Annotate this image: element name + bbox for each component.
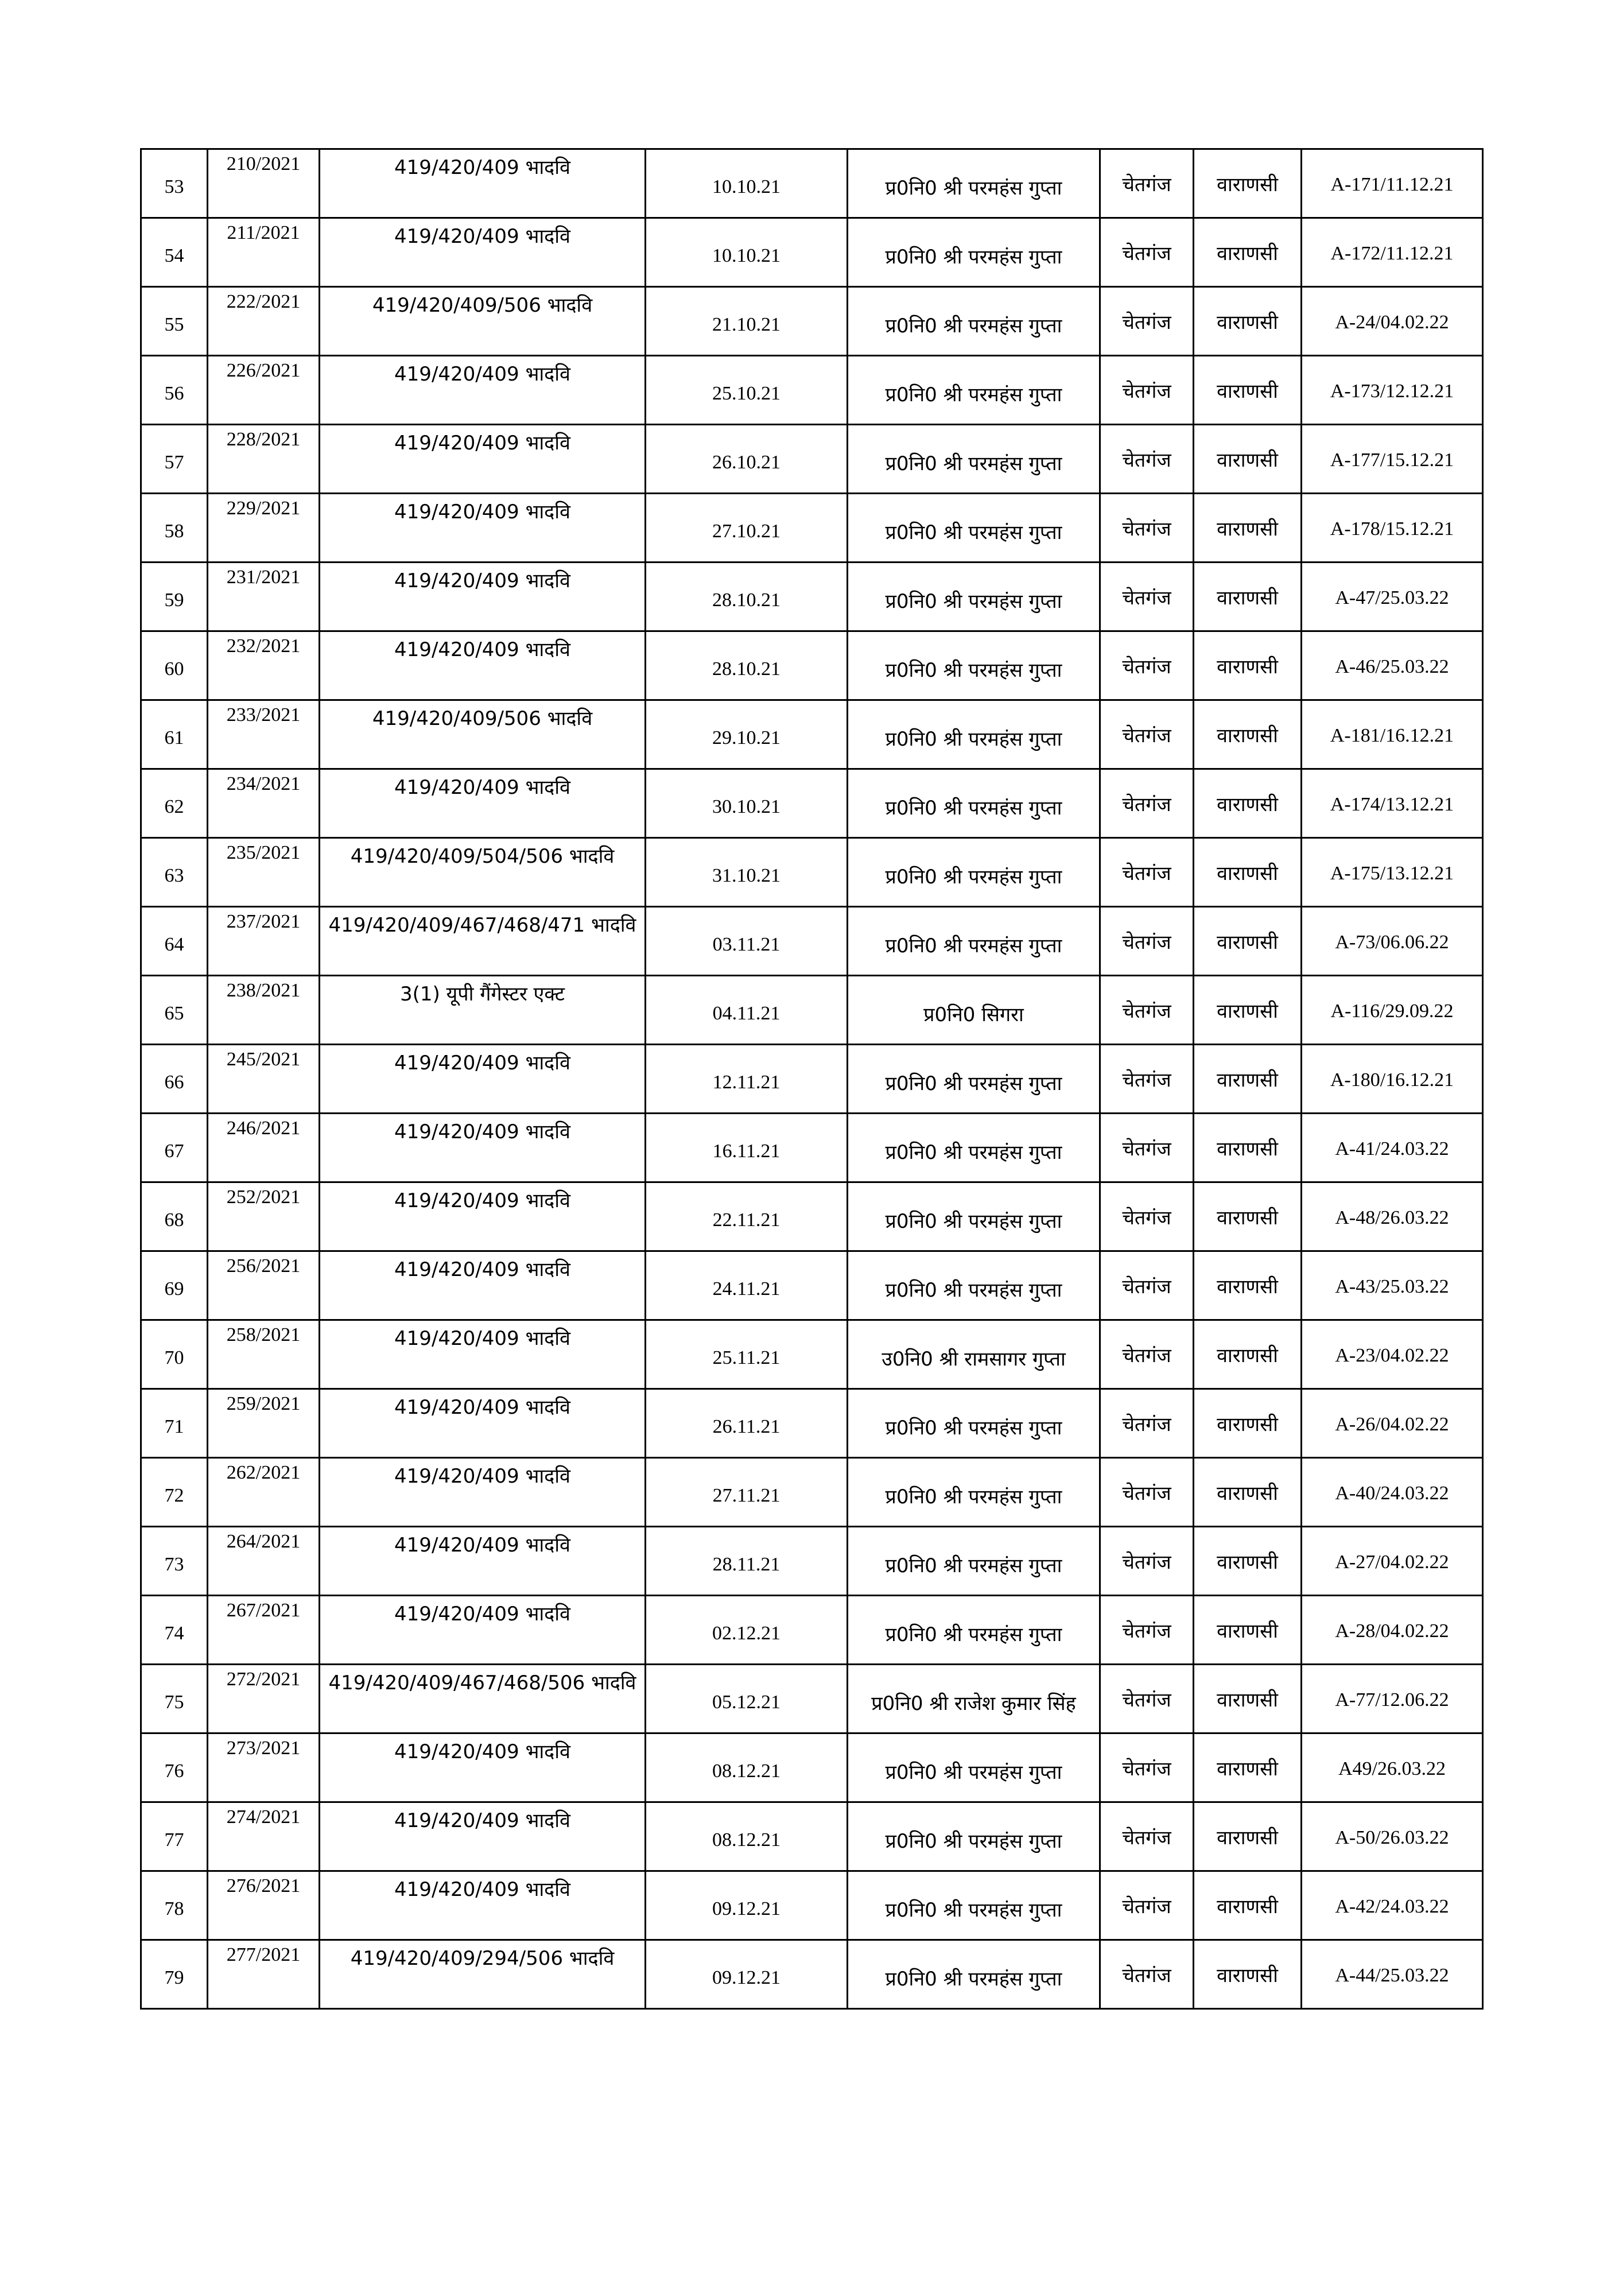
- reference-cell: A-175/13.12.21: [1302, 838, 1483, 907]
- date-cell: 08.12.21: [646, 1802, 848, 1871]
- table-row: [141, 1871, 1483, 1940]
- table-row: [141, 700, 1483, 769]
- table-row: [141, 149, 1483, 218]
- sections-cell: 419/420/409 भादवि: [320, 1320, 646, 1389]
- case-number-cell: 256/2021: [208, 1251, 320, 1320]
- case-number-cell: 235/2021: [208, 838, 320, 907]
- police-station-cell: चेतगंज: [1100, 218, 1194, 287]
- case-number-cell: 272/2021: [208, 1665, 320, 1733]
- table-row: [141, 769, 1483, 838]
- officer-cell: प्र0नि0 श्री परमहंस गुप्ता: [848, 1596, 1100, 1665]
- date-cell: 29.10.21: [646, 700, 848, 769]
- serial-number-cell: 71: [141, 1389, 208, 1458]
- officer-cell: प्र0नि0 श्री परमहंस गुप्ता: [848, 1114, 1100, 1182]
- serial-number-cell: 65: [141, 976, 208, 1045]
- officer-cell: प्र0नि0 श्री परमहंस गुप्ता: [848, 1251, 1100, 1320]
- reference-cell: A-26/04.02.22: [1302, 1389, 1483, 1458]
- police-station-cell: चेतगंज: [1100, 1940, 1194, 2009]
- district-cell: वाराणसी: [1194, 1733, 1302, 1802]
- serial-number-cell: 76: [141, 1733, 208, 1802]
- district-cell: वाराणसी: [1194, 1802, 1302, 1871]
- sections-cell: 419/420/409 भादवि: [320, 631, 646, 700]
- date-cell: 22.11.21: [646, 1182, 848, 1251]
- date-cell: 05.12.21: [646, 1665, 848, 1733]
- sections-cell: 419/420/409 भादवि: [320, 769, 646, 838]
- district-cell: वाराणसी: [1194, 907, 1302, 976]
- date-cell: 21.10.21: [646, 287, 848, 356]
- case-number-cell: 237/2021: [208, 907, 320, 976]
- date-cell: 26.10.21: [646, 425, 848, 494]
- date-cell: 28.11.21: [646, 1527, 848, 1596]
- date-cell: 09.12.21: [646, 1940, 848, 2009]
- sections-cell: 419/420/409 भादवि: [320, 1802, 646, 1871]
- reference-cell: A-174/13.12.21: [1302, 769, 1483, 838]
- officer-cell: प्र0नि0 श्री परमहंस गुप्ता: [848, 218, 1100, 287]
- sections-cell: 419/420/409 भादवि: [320, 1527, 646, 1596]
- case-number-cell: 277/2021: [208, 1940, 320, 2009]
- sections-cell: 419/420/409 भादवि: [320, 1733, 646, 1802]
- district-cell: वाराणसी: [1194, 631, 1302, 700]
- date-cell: 30.10.21: [646, 769, 848, 838]
- table-row: [141, 1733, 1483, 1802]
- table-row: [141, 1045, 1483, 1114]
- serial-number-cell: 67: [141, 1114, 208, 1182]
- district-cell: वाराणसी: [1194, 1596, 1302, 1665]
- police-station-cell: चेतगंज: [1100, 425, 1194, 494]
- reference-cell: A-172/11.12.21: [1302, 218, 1483, 287]
- police-station-cell: चेतगंज: [1100, 563, 1194, 631]
- reference-cell: A-173/12.12.21: [1302, 356, 1483, 425]
- date-cell: 28.10.21: [646, 631, 848, 700]
- date-cell: 25.11.21: [646, 1320, 848, 1389]
- serial-number-cell: 69: [141, 1251, 208, 1320]
- date-cell: 10.10.21: [646, 218, 848, 287]
- case-number-cell: 262/2021: [208, 1458, 320, 1527]
- police-station-cell: चेतगंज: [1100, 700, 1194, 769]
- case-number-cell: 233/2021: [208, 700, 320, 769]
- officer-cell: प्र0नि0 श्री परमहंस गुप्ता: [848, 1871, 1100, 1940]
- table-row: [141, 907, 1483, 976]
- serial-number-cell: 57: [141, 425, 208, 494]
- reference-cell: A-47/25.03.22: [1302, 563, 1483, 631]
- serial-number-cell: 72: [141, 1458, 208, 1527]
- district-cell: वाराणसी: [1194, 1389, 1302, 1458]
- police-station-cell: चेतगंज: [1100, 356, 1194, 425]
- district-cell: वाराणसी: [1194, 1320, 1302, 1389]
- serial-number-cell: 63: [141, 838, 208, 907]
- table-row: [141, 976, 1483, 1045]
- case-number-cell: 259/2021: [208, 1389, 320, 1458]
- officer-cell: प्र0नि0 श्री परमहंस गुप्ता: [848, 287, 1100, 356]
- date-cell: 03.11.21: [646, 907, 848, 976]
- serial-number-cell: 61: [141, 700, 208, 769]
- sections-cell: 419/420/409 भादवि: [320, 425, 646, 494]
- police-station-cell: चेतगंज: [1100, 287, 1194, 356]
- reference-cell: A-28/04.02.22: [1302, 1596, 1483, 1665]
- district-cell: वाराणसी: [1194, 425, 1302, 494]
- serial-number-cell: 53: [141, 149, 208, 218]
- reference-cell: A-43/25.03.22: [1302, 1251, 1483, 1320]
- serial-number-cell: 74: [141, 1596, 208, 1665]
- officer-cell: प्र0नि0 श्री परमहंस गुप्ता: [848, 149, 1100, 218]
- officer-cell: प्र0नि0 श्री परमहंस गुप्ता: [848, 1733, 1100, 1802]
- table-row: [141, 1940, 1483, 2009]
- officer-cell: प्र0नि0 श्री परमहंस गुप्ता: [848, 563, 1100, 631]
- sections-cell: 419/420/409 भादवि: [320, 356, 646, 425]
- police-station-cell: चेतगंज: [1100, 149, 1194, 218]
- police-station-cell: चेतगंज: [1100, 907, 1194, 976]
- serial-number-cell: 58: [141, 494, 208, 563]
- case-number-cell: 245/2021: [208, 1045, 320, 1114]
- table-row: [141, 563, 1483, 631]
- district-cell: वाराणसी: [1194, 494, 1302, 563]
- sections-cell: 419/420/409 भादवि: [320, 1114, 646, 1182]
- case-number-cell: 222/2021: [208, 287, 320, 356]
- officer-cell: प्र0नि0 श्री परमहंस गुप्ता: [848, 700, 1100, 769]
- reference-cell: A-27/04.02.22: [1302, 1527, 1483, 1596]
- date-cell: 09.12.21: [646, 1871, 848, 1940]
- sections-cell: 419/420/409 भादवि: [320, 218, 646, 287]
- table-row: [141, 218, 1483, 287]
- sections-cell: 419/420/409/467/468/471 भादवि: [320, 907, 646, 976]
- table-row: [141, 838, 1483, 907]
- sections-cell: 419/420/409 भादवि: [320, 1182, 646, 1251]
- case-number-cell: 267/2021: [208, 1596, 320, 1665]
- serial-number-cell: 62: [141, 769, 208, 838]
- officer-cell: प्र0नि0 श्री परमहंस गुप्ता: [848, 356, 1100, 425]
- police-station-cell: चेतगंज: [1100, 631, 1194, 700]
- table-row: [141, 425, 1483, 494]
- district-cell: वाराणसी: [1194, 1665, 1302, 1733]
- case-number-cell: 210/2021: [208, 149, 320, 218]
- police-station-cell: चेतगंज: [1100, 1871, 1194, 1940]
- sections-cell: 419/420/409/294/506 भादवि: [320, 1940, 646, 2009]
- reference-cell: A-50/26.03.22: [1302, 1802, 1483, 1871]
- case-number-cell: 228/2021: [208, 425, 320, 494]
- case-number-cell: 231/2021: [208, 563, 320, 631]
- case-number-cell: 226/2021: [208, 356, 320, 425]
- date-cell: 12.11.21: [646, 1045, 848, 1114]
- police-station-cell: चेतगंज: [1100, 1320, 1194, 1389]
- case-number-cell: 232/2021: [208, 631, 320, 700]
- reference-cell: A-48/26.03.22: [1302, 1182, 1483, 1251]
- table-row: [141, 631, 1483, 700]
- sections-cell: 419/420/409 भादवि: [320, 149, 646, 218]
- sections-cell: 419/420/409 भादवि: [320, 1596, 646, 1665]
- reference-cell: A-180/16.12.21: [1302, 1045, 1483, 1114]
- table-row: [141, 1596, 1483, 1665]
- officer-cell: प्र0नि0 श्री राजेश कुमार सिंह: [848, 1665, 1100, 1733]
- serial-number-cell: 79: [141, 1940, 208, 2009]
- serial-number-cell: 60: [141, 631, 208, 700]
- date-cell: 24.11.21: [646, 1251, 848, 1320]
- officer-cell: प्र0नि0 श्री परमहंस गुप्ता: [848, 1458, 1100, 1527]
- date-cell: 16.11.21: [646, 1114, 848, 1182]
- district-cell: वाराणसी: [1194, 356, 1302, 425]
- table-row: [141, 1114, 1483, 1182]
- reference-cell: A-177/15.12.21: [1302, 425, 1483, 494]
- serial-number-cell: 66: [141, 1045, 208, 1114]
- table-row: [141, 1251, 1483, 1320]
- date-cell: 28.10.21: [646, 563, 848, 631]
- case-number-cell: 211/2021: [208, 218, 320, 287]
- table-row: [141, 287, 1483, 356]
- case-number-cell: 276/2021: [208, 1871, 320, 1940]
- sections-cell: 419/420/409/506 भादवि: [320, 700, 646, 769]
- reference-cell: A-44/25.03.22: [1302, 1940, 1483, 2009]
- district-cell: वाराणसी: [1194, 1251, 1302, 1320]
- sections-cell: 419/420/409/504/506 भादवि: [320, 838, 646, 907]
- date-cell: 31.10.21: [646, 838, 848, 907]
- sections-cell: 3(1) यूपी गैंगेस्टर एक्ट: [320, 976, 646, 1045]
- officer-cell: उ0नि0 श्री रामसागर गुप्ता: [848, 1320, 1100, 1389]
- date-cell: 04.11.21: [646, 976, 848, 1045]
- district-cell: वाराणसी: [1194, 287, 1302, 356]
- reference-cell: A-181/16.12.21: [1302, 700, 1483, 769]
- reference-cell: A-40/24.03.22: [1302, 1458, 1483, 1527]
- table-row: [141, 1458, 1483, 1527]
- district-cell: वाराणसी: [1194, 976, 1302, 1045]
- date-cell: 27.10.21: [646, 494, 848, 563]
- police-station-cell: चेतगंज: [1100, 1045, 1194, 1114]
- police-station-cell: चेतगंज: [1100, 1458, 1194, 1527]
- sections-cell: 419/420/409 भादवि: [320, 1251, 646, 1320]
- reference-cell: A-42/24.03.22: [1302, 1871, 1483, 1940]
- sections-cell: 419/420/409 भादवि: [320, 1458, 646, 1527]
- district-cell: वाराणसी: [1194, 1940, 1302, 2009]
- reference-cell: A-116/29.09.22: [1302, 976, 1483, 1045]
- case-number-cell: 252/2021: [208, 1182, 320, 1251]
- police-station-cell: चेतगंज: [1100, 1389, 1194, 1458]
- police-station-cell: चेतगंज: [1100, 1665, 1194, 1733]
- case-number-cell: 258/2021: [208, 1320, 320, 1389]
- sections-cell: 419/420/409 भादवि: [320, 563, 646, 631]
- police-station-cell: चेतगंज: [1100, 1251, 1194, 1320]
- officer-cell: प्र0नि0 श्री परमहंस गुप्ता: [848, 907, 1100, 976]
- police-station-cell: चेतगंज: [1100, 769, 1194, 838]
- table-row: [141, 356, 1483, 425]
- sections-cell: 419/420/409 भादवि: [320, 1389, 646, 1458]
- serial-number-cell: 64: [141, 907, 208, 976]
- reference-cell: A-41/24.03.22: [1302, 1114, 1483, 1182]
- case-number-cell: 246/2021: [208, 1114, 320, 1182]
- table-body: [141, 149, 1483, 2009]
- reference-cell: A-73/06.06.22: [1302, 907, 1483, 976]
- police-station-cell: चेतगंज: [1100, 1733, 1194, 1802]
- date-cell: 10.10.21: [646, 149, 848, 218]
- officer-cell: प्र0नि0 श्री परमहंस गुप्ता: [848, 1182, 1100, 1251]
- table-row: [141, 1527, 1483, 1596]
- date-cell: 25.10.21: [646, 356, 848, 425]
- police-station-cell: चेतगंज: [1100, 1182, 1194, 1251]
- district-cell: वाराणसी: [1194, 149, 1302, 218]
- reference-cell: A-24/04.02.22: [1302, 287, 1483, 356]
- reference-cell: A-23/04.02.22: [1302, 1320, 1483, 1389]
- sections-cell: 419/420/409 भादवि: [320, 1045, 646, 1114]
- case-number-cell: 238/2021: [208, 976, 320, 1045]
- officer-cell: प्र0नि0 श्री परमहंस गुप्ता: [848, 1045, 1100, 1114]
- table-row: [141, 1665, 1483, 1733]
- sections-cell: 419/420/409/506 भादवि: [320, 287, 646, 356]
- police-station-cell: चेतगंज: [1100, 1527, 1194, 1596]
- officer-cell: प्र0नि0 श्री परमहंस गुप्ता: [848, 769, 1100, 838]
- district-cell: वाराणसी: [1194, 1458, 1302, 1527]
- district-cell: वाराणसी: [1194, 700, 1302, 769]
- table-row: [141, 494, 1483, 563]
- table-row: [141, 1320, 1483, 1389]
- officer-cell: प्र0नि0 श्री परमहंस गुप्ता: [848, 1802, 1100, 1871]
- police-station-cell: चेतगंज: [1100, 838, 1194, 907]
- reference-cell: A-46/25.03.22: [1302, 631, 1483, 700]
- table-row: [141, 1802, 1483, 1871]
- case-number-cell: 234/2021: [208, 769, 320, 838]
- serial-number-cell: 75: [141, 1665, 208, 1733]
- district-cell: वाराणसी: [1194, 1527, 1302, 1596]
- officer-cell: प्र0नि0 श्री परमहंस गुप्ता: [848, 631, 1100, 700]
- police-station-cell: चेतगंज: [1100, 494, 1194, 563]
- serial-number-cell: 73: [141, 1527, 208, 1596]
- police-station-cell: चेतगंज: [1100, 976, 1194, 1045]
- police-station-cell: चेतगंज: [1100, 1596, 1194, 1665]
- date-cell: 08.12.21: [646, 1733, 848, 1802]
- district-cell: वाराणसी: [1194, 1871, 1302, 1940]
- table-row: [141, 1182, 1483, 1251]
- case-number-cell: 274/2021: [208, 1802, 320, 1871]
- officer-cell: प्र0नि0 श्री परमहंस गुप्ता: [848, 1389, 1100, 1458]
- district-cell: वाराणसी: [1194, 1114, 1302, 1182]
- serial-number-cell: 68: [141, 1182, 208, 1251]
- serial-number-cell: 55: [141, 287, 208, 356]
- sections-cell: 419/420/409 भादवि: [320, 494, 646, 563]
- date-cell: 26.11.21: [646, 1389, 848, 1458]
- officer-cell: प्र0नि0 श्री परमहंस गुप्ता: [848, 1527, 1100, 1596]
- reference-cell: A-171/11.12.21: [1302, 149, 1483, 218]
- reference-cell: A-178/15.12.21: [1302, 494, 1483, 563]
- serial-number-cell: 70: [141, 1320, 208, 1389]
- reference-cell: A-77/12.06.22: [1302, 1665, 1483, 1733]
- date-cell: 02.12.21: [646, 1596, 848, 1665]
- serial-number-cell: 59: [141, 563, 208, 631]
- district-cell: वाराणसी: [1194, 1182, 1302, 1251]
- case-records-table: [140, 148, 1484, 2010]
- sections-cell: 419/420/409 भादवि: [320, 1871, 646, 1940]
- police-station-cell: चेतगंज: [1100, 1802, 1194, 1871]
- police-station-cell: चेतगंज: [1100, 1114, 1194, 1182]
- date-cell: 27.11.21: [646, 1458, 848, 1527]
- table-row: [141, 1389, 1483, 1458]
- district-cell: वाराणसी: [1194, 1045, 1302, 1114]
- serial-number-cell: 54: [141, 218, 208, 287]
- officer-cell: प्र0नि0 श्री परमहंस गुप्ता: [848, 494, 1100, 563]
- serial-number-cell: 77: [141, 1802, 208, 1871]
- officer-cell: प्र0नि0 श्री परमहंस गुप्ता: [848, 425, 1100, 494]
- serial-number-cell: 78: [141, 1871, 208, 1940]
- officer-cell: प्र0नि0 सिगरा: [848, 976, 1100, 1045]
- case-number-cell: 273/2021: [208, 1733, 320, 1802]
- district-cell: वाराणसी: [1194, 838, 1302, 907]
- district-cell: वाराणसी: [1194, 218, 1302, 287]
- serial-number-cell: 56: [141, 356, 208, 425]
- district-cell: वाराणसी: [1194, 769, 1302, 838]
- case-number-cell: 264/2021: [208, 1527, 320, 1596]
- district-cell: वाराणसी: [1194, 563, 1302, 631]
- reference-cell: A49/26.03.22: [1302, 1733, 1483, 1802]
- case-number-cell: 229/2021: [208, 494, 320, 563]
- sections-cell: 419/420/409/467/468/506 भादवि: [320, 1665, 646, 1733]
- officer-cell: प्र0नि0 श्री परमहंस गुप्ता: [848, 838, 1100, 907]
- officer-cell: प्र0नि0 श्री परमहंस गुप्ता: [848, 1940, 1100, 2009]
